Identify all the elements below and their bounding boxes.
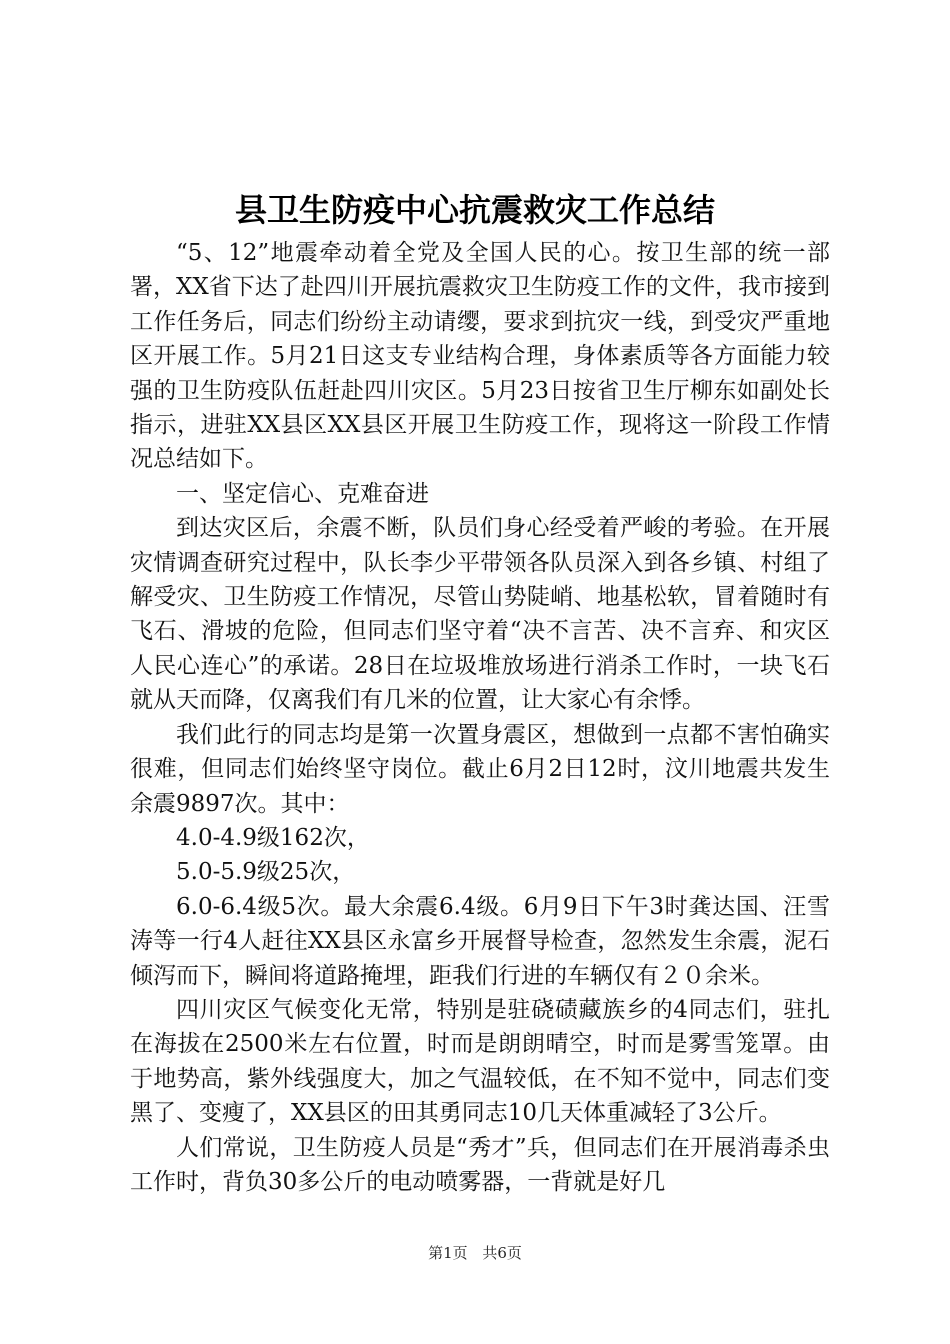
page-number: 第1页: [428, 1244, 468, 1262]
document-title: 县卫生防疫中心抗震救灾工作总结: [234, 191, 715, 229]
paragraph-intro: “5、12”地震牵动着全党及全国人民的心。按卫生部的统一部署，XX省下达了赴四川开展抗震救灾卫生防疫工作的文件，我市接到工作任务后，同志们纷纷主动请缨，要求到抗灾一线，到受灾严重地区开展工作。5月21日这支专业结构合理，身体素质等各方面能力较强的卫生防疫队伍赶赴四川灾区。5月23日按省卫生厅柳东如副处长指示，进驻XX县区XX县区开展卫生防疫工作，现将这一阶段工作情况总结如下。: [130, 240, 830, 473]
paragraph-aftershocks: 我们此行的同志均是第一次置身震区，想做到一点都不害怕确实很难，但同志们始终坚守岗位。截止6月2日12时，汶川地震共发生余震9897次。其中：: [130, 721, 830, 817]
aftershock-count-line-2: 5.0-5.9级25次，: [176, 859, 356, 886]
page-footer: [0, 1243, 950, 1263]
document-body: [130, 236, 830, 1199]
page-total: 共6页: [482, 1244, 522, 1262]
aftershock-count-line-1: 4.0-4.9级162次，: [176, 824, 370, 851]
paragraph-climate: 四川灾区气候变化无常，特别是驻硗碛藏族乡的4同志们，驻扎在海拔在2500米左右位置，时而是朗朗晴空，时而是雾雪笼罩。由于地势高，紫外线强度大，加之气温较低，在不知不觉中，同志们变黑了、变瘦了，XX县区的田其勇同志10几天体重减轻了3公斤。: [130, 996, 830, 1127]
paragraph-disinfection: 人们常说，卫生防疫人员是“秀才”兵，但同志们在开展消毒杀虫工作时，背负30多公斤的电动喷雾器，一背就是好几: [130, 1134, 830, 1195]
section-heading-1: 一、坚定信心、克难奋进: [176, 480, 429, 507]
paragraph-arrival: 到达灾区后，余震不断，队员们身心经受着严峻的考验。在开展灾情调查研究过程中，队长李少平带领各队员深入到各乡镇、村组了解受灾、卫生防疫工作情况，尽管山势陡峭、地基松软，冒着随时有飞石、滑坡的危险，但同志们坚守着“决不言苦、决不言弃、和灾区人民心连心”的承诺。28日在垃圾堆放场进行消杀工作时，一块飞石就从天而降，仅离我们有几米的位置，让大家心有余悸。: [130, 515, 830, 714]
paragraph-largest-aftershock: 6.0-6.4级5次。最大余震6.4级。6月9日下午3时龚达国、汪雪涛等一行4人赶往XX县区永富乡开展督导检查，忽然发生余震，泥石倾泻而下，瞬间将道路掩埋，距我们行进的车辆仅有２０余米。: [130, 893, 830, 989]
